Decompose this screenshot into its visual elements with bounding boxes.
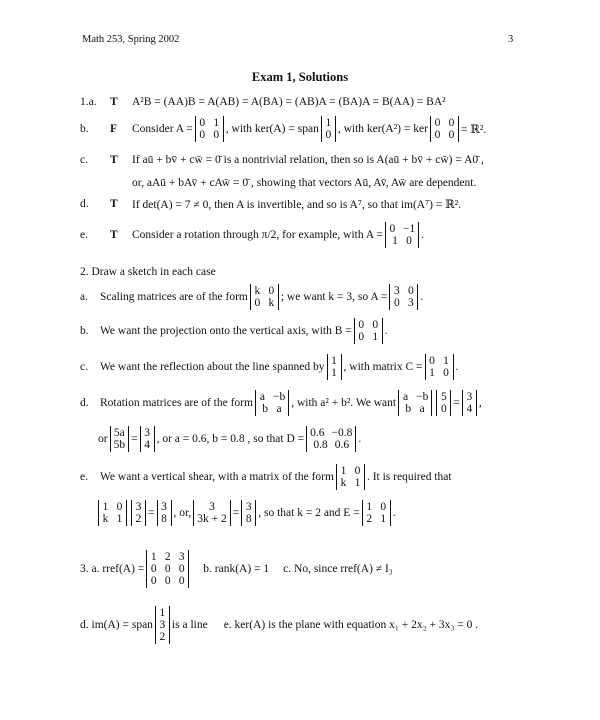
header-course: Math 253, Spring 2002 [82,34,180,45]
p1c-line2: or, aAū + bAv̄ + cAw̄ = 0̄ , showing that vectors Aū, Av̄, Aw̄ are dependent. [132,177,477,189]
p2e [80,464,452,490]
p1a [80,96,446,108]
text: . [392,507,396,519]
text: We want a vertical shear, with a matrix of the form [100,471,334,483]
matrix: 0 0 0 1 [354,318,383,344]
page-number: 3 [508,34,514,45]
matrix: k 0 0 k [250,284,279,310]
matrix: 1 0 k 1 [98,500,127,526]
tf-answer: F [110,123,118,135]
p2e-line2 [96,500,396,526]
text: = [232,507,240,519]
p2-intro: 2. Draw a sketch in each case [80,266,216,278]
tf-answer: T [110,198,118,210]
matrix: 1 2 3 0 0 0 0 0 0 [146,550,189,588]
label: e. [80,471,88,483]
p2a [80,284,423,310]
label: d. [80,198,89,210]
tf-answer: T [110,154,118,166]
text: e. ker(A) is the plane with equation x₁ + 2x₂ + 3x₃ = 0 . [223,619,479,631]
text: . [358,433,362,445]
vector: 5 0 [436,390,451,416]
statement: A²B = (AA)B = A(AB) = A(BA) = (AB)A = (BA)A = B(AA) = BA² [132,96,446,108]
p2d [80,390,482,416]
statement: If aū + bv̄ + cw̄ = 0̄ is a nontrivial relation, then so is A(aū + bv̄ + cw̄) = A0̄ , [132,154,484,166]
text: ; we want k = 3, so A = [280,291,388,303]
text: = [148,507,155,519]
matrix: a −b b a [255,390,289,416]
text: , or a = 0.6, b = 0.8 , so that D = [156,433,305,445]
text: . It is required that [366,471,452,483]
text: is a line [171,619,208,631]
vector: 3 4 [140,426,155,452]
label: c. [80,361,88,373]
matrix: 0 −1 1 0 [385,222,419,248]
text: Scaling matrices are of the form [100,291,248,303]
matrix: 3 0 0 3 [389,284,418,310]
label: b. [80,325,89,337]
p1c [80,154,484,166]
vector: 5a 5b [110,426,130,452]
text: , so that k = 2 and E = [258,507,360,519]
text: . [421,229,425,241]
label: c. [80,154,88,166]
text: We want the reflection about the line spanned by [100,361,325,373]
text: , with matrix C = [343,361,423,373]
matrix: 0 1 0 0 [195,116,224,142]
label: b. [80,123,89,135]
text: , or, [173,507,192,519]
text: 3. a. rref(A) = [80,563,145,575]
text: b. rank(A) = 1 [203,563,270,575]
vector: 3 2 [131,500,146,526]
text: . [420,291,424,303]
page-title: Exam 1, Solutions [251,70,349,84]
text: c. No, since rref(A) ≠ I₃ [283,563,393,575]
text: or [98,433,108,445]
text: . [384,325,388,337]
label: d. [80,397,89,409]
text: , [478,397,482,409]
matrix: 1 0 2 1 [362,500,391,526]
tf-answer: T [110,229,118,241]
matrix: 1 0 k 1 [336,464,365,490]
text: Consider a rotation through π/2, for example, with A = [132,229,383,241]
text: , with ker(A) = span [225,123,319,135]
matrix: 0 1 1 0 [425,354,454,380]
matrix: a −b b a [398,390,432,416]
p1d [80,197,461,211]
text: = [453,397,460,409]
label: e. [80,229,88,241]
text: , with a² + b². We want [291,397,397,409]
label: 1.a. [80,96,97,108]
tf-answer: T [110,96,118,108]
text: We want the projection onto the vertical axis, with B = [100,325,352,337]
vector: 3 8 [157,500,172,526]
text: Rotation matrices are of the form [100,397,253,409]
p3-line1 [80,550,393,588]
text: = ℝ². [460,124,487,136]
p2b [80,318,388,344]
text: . [455,361,459,373]
p3-line2 [80,606,478,644]
p1e [80,222,424,248]
matrix: 0 0 0 0 [430,116,459,142]
text: , with ker(A²) = ker [337,123,428,135]
vector: 3 8 [241,500,256,526]
text: = [131,433,138,445]
label: a. [80,291,88,303]
statement: If det(A) = 7 ≠ 0, then A is invertible, and so is A⁷, so that im(A⁷) = ℝ². [132,199,462,211]
vector: 3 3k + 2 [193,500,231,526]
vector: 1 0 [321,116,336,142]
p2c [80,354,458,380]
vector: 1 1 [327,354,342,380]
vector: 1 3 2 [155,606,170,644]
p1b [80,116,486,142]
vector: 3 4 [462,390,477,416]
matrix: 0.6 −0.8 0.8 0.6 [306,426,356,452]
text: d. im(A) = span [80,619,153,631]
text: Consider A = [132,123,193,135]
p2d-line2 [98,426,361,452]
